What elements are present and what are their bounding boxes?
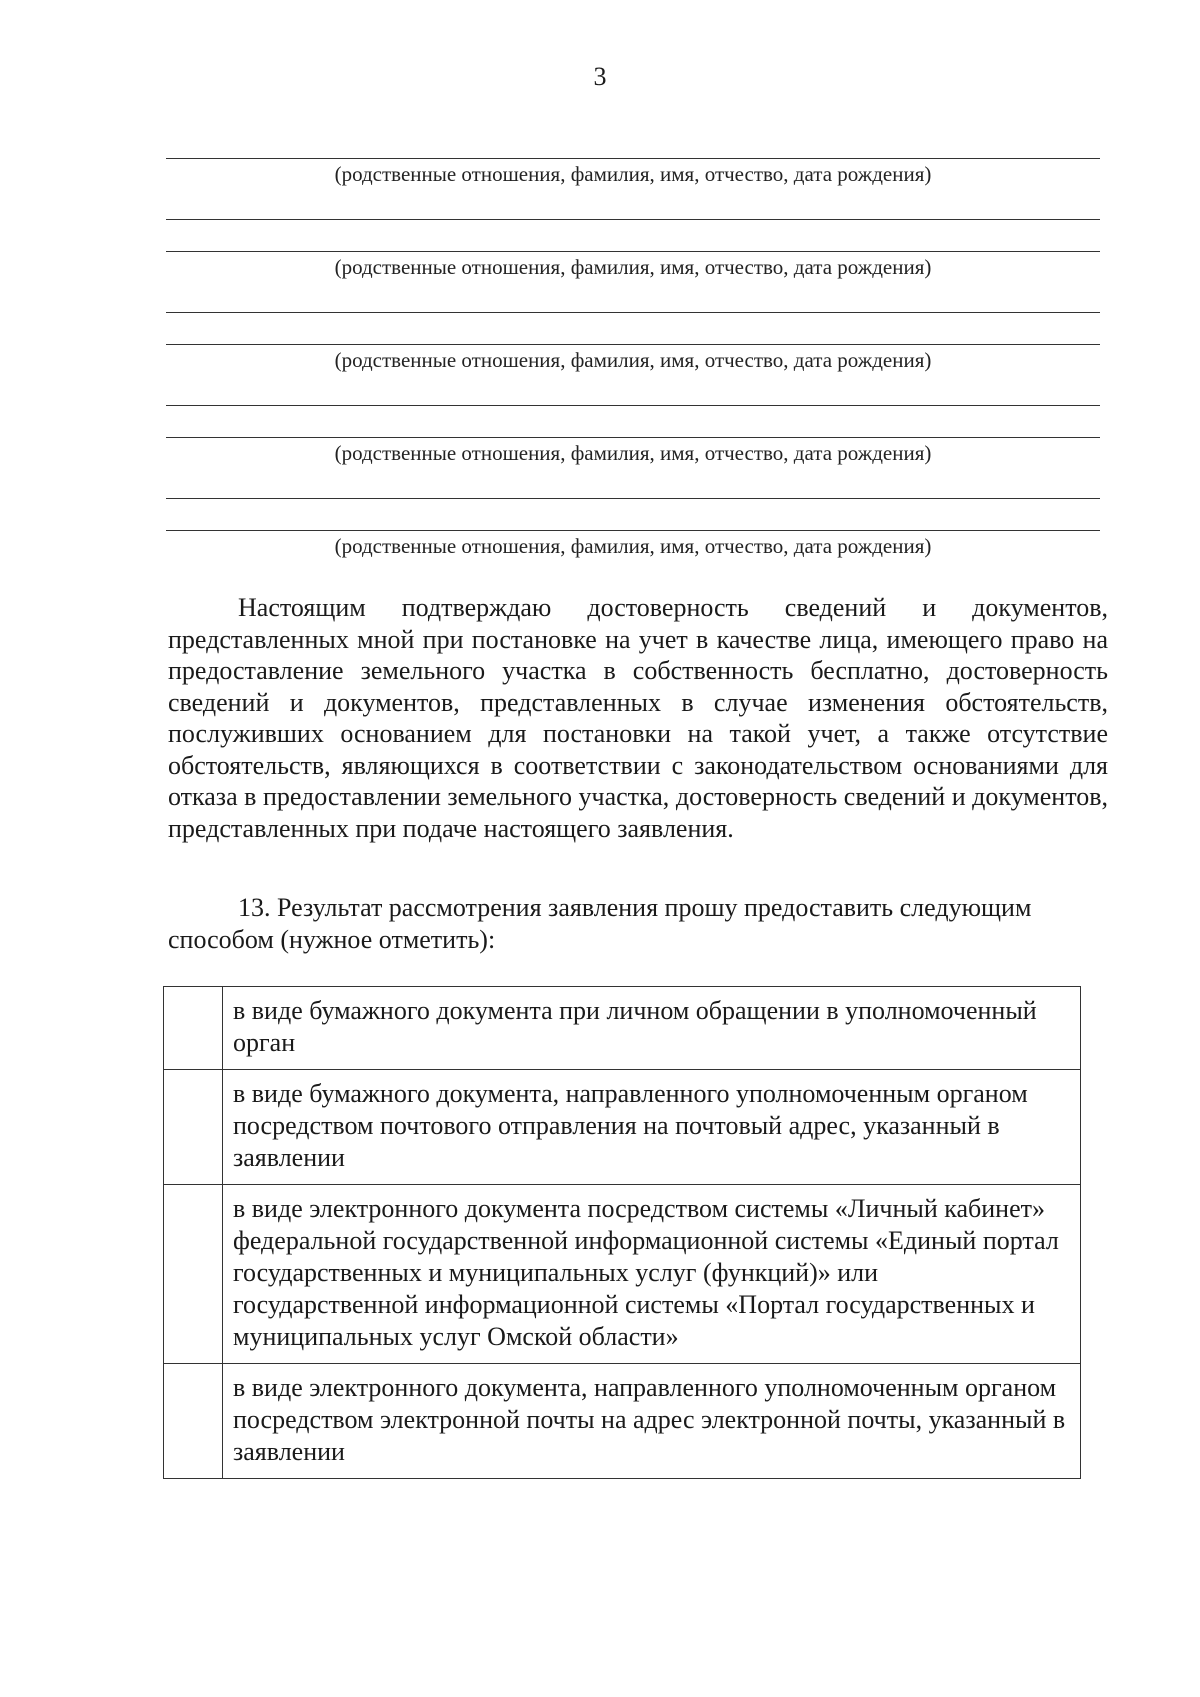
relative-caption: (родственные отношения, фамилия, имя, отчество, дата рождения): [334, 162, 932, 186]
relative-caption: (родственные отношения, фамилия, имя, отчество, дата рождения): [334, 441, 932, 465]
option-text: в виде электронного документа посредством системы «Личный кабинет» федеральной государственной информационной системы «Единый портал государственных и муниципальных услуг (функций)» или государственной информационной системы «Портал государственных и муниципальных услуг Омской области»: [223, 1185, 1081, 1364]
fill-line[interactable]: [166, 344, 1100, 345]
delivery-option-row: [164, 1185, 1081, 1364]
option-checkbox[interactable]: [164, 1364, 223, 1479]
option-text: в виде бумажного документа, направленного уполномоченным органом посредством почтового отправления на почтовый адрес, указанный в заявлении: [223, 1070, 1081, 1185]
option-checkbox[interactable]: [164, 1185, 223, 1364]
fill-line[interactable]: [166, 251, 1100, 252]
page-number: 3: [593, 62, 607, 91]
relative-entry: [166, 437, 1100, 530]
relatives-section: [166, 158, 1100, 623]
delivery-option-row: [164, 1070, 1081, 1185]
option-checkbox[interactable]: [164, 987, 223, 1070]
relative-entry: [166, 158, 1100, 251]
item-13-text: 13. Результат рассмотрения заявления прошу предоставить следующим способом (нужное отметить):: [168, 893, 1032, 954]
option-text: в виде электронного документа, направленного уполномоченным органом посредством электронной почты на адрес электронной почты, указанный в заявлении: [223, 1364, 1081, 1479]
relative-caption: (родственные отношения, фамилия, имя, отчество, дата рождения): [334, 534, 932, 558]
confirmation-text: Настоящим подтверждаю достоверность сведений и документов, представленных мной при постановке на учет в качестве лица, имеющего право на предоставление земельного участка в собственность бесплатно, достоверность сведений и документов, представленных в случае изменения обстоятельств, послуживших основанием для постановки на такой учет, а также отсутствие обстоятельств, являющихся в соответствии с законодательством основаниями для отказа в предоставлении земельного участка, достоверность сведений и документов, представленных при подаче настоящего заявления.: [168, 593, 1108, 843]
fill-line[interactable]: [166, 312, 1100, 313]
relative-caption: (родственные отношения, фамилия, имя, отчество, дата рождения): [334, 255, 932, 279]
relative-entry: [166, 251, 1100, 344]
delivery-option-row: [164, 987, 1081, 1070]
fill-line[interactable]: [166, 530, 1100, 531]
item-13-paragraph: [168, 892, 1108, 955]
option-text: в виде бумажного документа при личном обращении в уполномоченный орган: [223, 987, 1081, 1070]
delivery-options-table: [163, 986, 1081, 1479]
relative-entry: [166, 344, 1100, 437]
fill-line[interactable]: [166, 158, 1100, 159]
delivery-option-row: [164, 1364, 1081, 1479]
relative-caption: (родственные отношения, фамилия, имя, отчество, дата рождения): [334, 348, 932, 372]
fill-line[interactable]: [166, 405, 1100, 406]
confirmation-statement: [168, 592, 1108, 844]
option-checkbox[interactable]: [164, 1070, 223, 1185]
fill-line[interactable]: [166, 498, 1100, 499]
fill-line[interactable]: [166, 437, 1100, 438]
fill-line[interactable]: [166, 219, 1100, 220]
